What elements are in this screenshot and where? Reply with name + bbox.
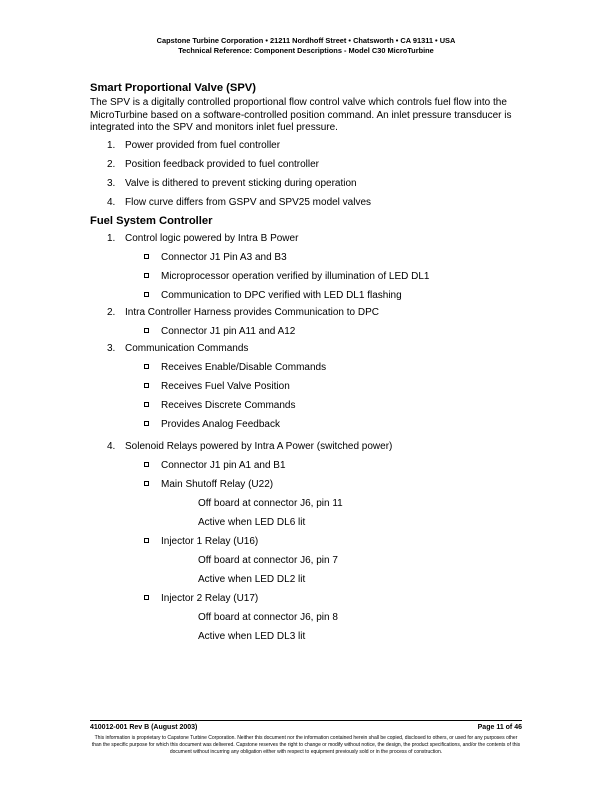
checkbox-bullet-icon <box>144 538 149 543</box>
sub-item <box>90 478 530 491</box>
sub-item <box>90 459 530 472</box>
sub-item <box>90 380 530 393</box>
list-item <box>90 196 530 209</box>
legal-notice: This information is proprietary to Capstone Turbine Corporation. Neither this document nor the information contained herein shall be copied, disclosed to others, or used for any purposes other than the specific purpose for which this document was delivered. Capstone reserves the right to change or modify without notice, the design, the product specifications, and/or the contents of this document without incurring any obligation either with respect to equipment previously sold or in the process of construction. <box>91 735 521 755</box>
list-item <box>90 232 530 245</box>
item-text: Power provided from fuel controller <box>125 139 281 151</box>
item-number: 4. <box>107 440 116 452</box>
detail-line: Active when LED DL3 lit <box>198 630 306 642</box>
sub-item <box>90 535 530 548</box>
checkbox-bullet-icon <box>144 402 149 407</box>
page-number: Page 11 of 46 <box>477 724 522 731</box>
detail-line: Off board at connector J6, pin 8 <box>198 611 338 623</box>
sub-item-text: Connector J1 pin A1 and B1 <box>161 459 286 471</box>
spv-intro: The SPV is a digitally controlled proportional flow control valve which controls fuel flow into the MicroTurbine based on a software-controlled position command. An inlet pressure transducer is integrated into the SPV and monitors inlet fuel pressure. <box>90 97 512 133</box>
item-text: Position feedback provided to fuel controller <box>125 158 320 170</box>
list-item <box>90 177 530 190</box>
sub-item-text: Provides Analog Feedback <box>161 418 280 430</box>
list-item <box>90 158 530 171</box>
checkbox-bullet-icon <box>144 364 149 369</box>
item-text: Communication Commands <box>125 342 249 354</box>
item-text: Solenoid Relays powered by Intra A Power (switched power) <box>125 440 393 452</box>
sub-item <box>90 270 530 283</box>
sub-item-text: Connector J1 pin A11 and A12 <box>161 325 296 337</box>
sub-item <box>90 399 530 412</box>
page-header <box>0 36 612 56</box>
checkbox-bullet-icon <box>144 328 149 333</box>
footer-row <box>90 723 522 732</box>
list-item <box>90 342 530 355</box>
document-id: 410012-001 Rev B (August 2003) <box>90 724 198 731</box>
item-number: 2. <box>107 158 116 170</box>
header-title-line: Technical Reference: Component Descriptions - Model C30 MicroTurbine <box>178 46 434 55</box>
checkbox-bullet-icon <box>144 292 149 297</box>
sub-item-text: Main Shutoff Relay (U22) <box>161 478 274 490</box>
sub-item-text: Communication to DPC verified with LED DL1 flashing <box>161 289 402 301</box>
checkbox-bullet-icon <box>144 383 149 388</box>
sub-item <box>90 251 530 264</box>
detail-line: Off board at connector J6, pin 7 <box>198 554 338 566</box>
checkbox-bullet-icon <box>144 421 149 426</box>
sub-item-text: Receives Discrete Commands <box>161 399 296 411</box>
detail-line: Off board at connector J6, pin 11 <box>198 497 343 509</box>
item-number: 3. <box>107 177 116 189</box>
footer-divider <box>90 720 522 721</box>
checkbox-bullet-icon <box>144 273 149 278</box>
fsc-list <box>90 232 530 643</box>
sub-item <box>90 361 530 374</box>
page-footer <box>90 720 522 756</box>
list-item <box>90 139 530 152</box>
item-number: 4. <box>107 196 116 208</box>
checkbox-bullet-icon <box>144 595 149 600</box>
item-text: Control logic powered by Intra B Power <box>125 232 299 244</box>
sub-item-text: Receives Fuel Valve Position <box>161 380 290 392</box>
sub-item <box>90 592 530 605</box>
spv-heading: Smart Proportional Valve (SPV) <box>90 82 256 94</box>
item-text: Valve is dithered to prevent sticking during operation <box>125 177 357 189</box>
item-number: 1. <box>107 139 116 151</box>
list-item <box>90 440 530 453</box>
checkbox-bullet-icon <box>144 481 149 486</box>
sub-item <box>90 418 530 431</box>
item-text: Flow curve differs from GSPV and SPV25 model valves <box>125 196 372 208</box>
checkbox-bullet-icon <box>144 254 149 259</box>
item-number: 1. <box>107 232 116 244</box>
sub-item-text: Receives Enable/Disable Commands <box>161 361 327 373</box>
page-content <box>90 78 530 643</box>
sub-item <box>90 289 530 302</box>
item-text: Intra Controller Harness provides Communication to DPC <box>125 306 379 318</box>
list-item <box>90 306 530 319</box>
detail-line: Active when LED DL6 lit <box>198 516 306 528</box>
sub-item-text: Microprocessor operation verified by illumination of LED DL1 <box>161 270 430 282</box>
checkbox-bullet-icon <box>144 462 149 467</box>
detail-line: Active when LED DL2 lit <box>198 573 306 585</box>
item-number: 2. <box>107 306 116 318</box>
header-company-line: Capstone Turbine Corporation • 21211 Nordhoff Street • Chatsworth • CA 91311 • USA <box>156 36 456 45</box>
sub-item-text: Connector J1 Pin A3 and B3 <box>161 251 287 263</box>
sub-item-text: Injector 2 Relay (U17) <box>161 592 259 604</box>
sub-item-text: Injector 1 Relay (U16) <box>161 535 259 547</box>
item-number: 3. <box>107 342 116 354</box>
fsc-heading: Fuel System Controller <box>90 214 213 227</box>
spv-list <box>90 139 530 209</box>
sub-item <box>90 325 530 338</box>
